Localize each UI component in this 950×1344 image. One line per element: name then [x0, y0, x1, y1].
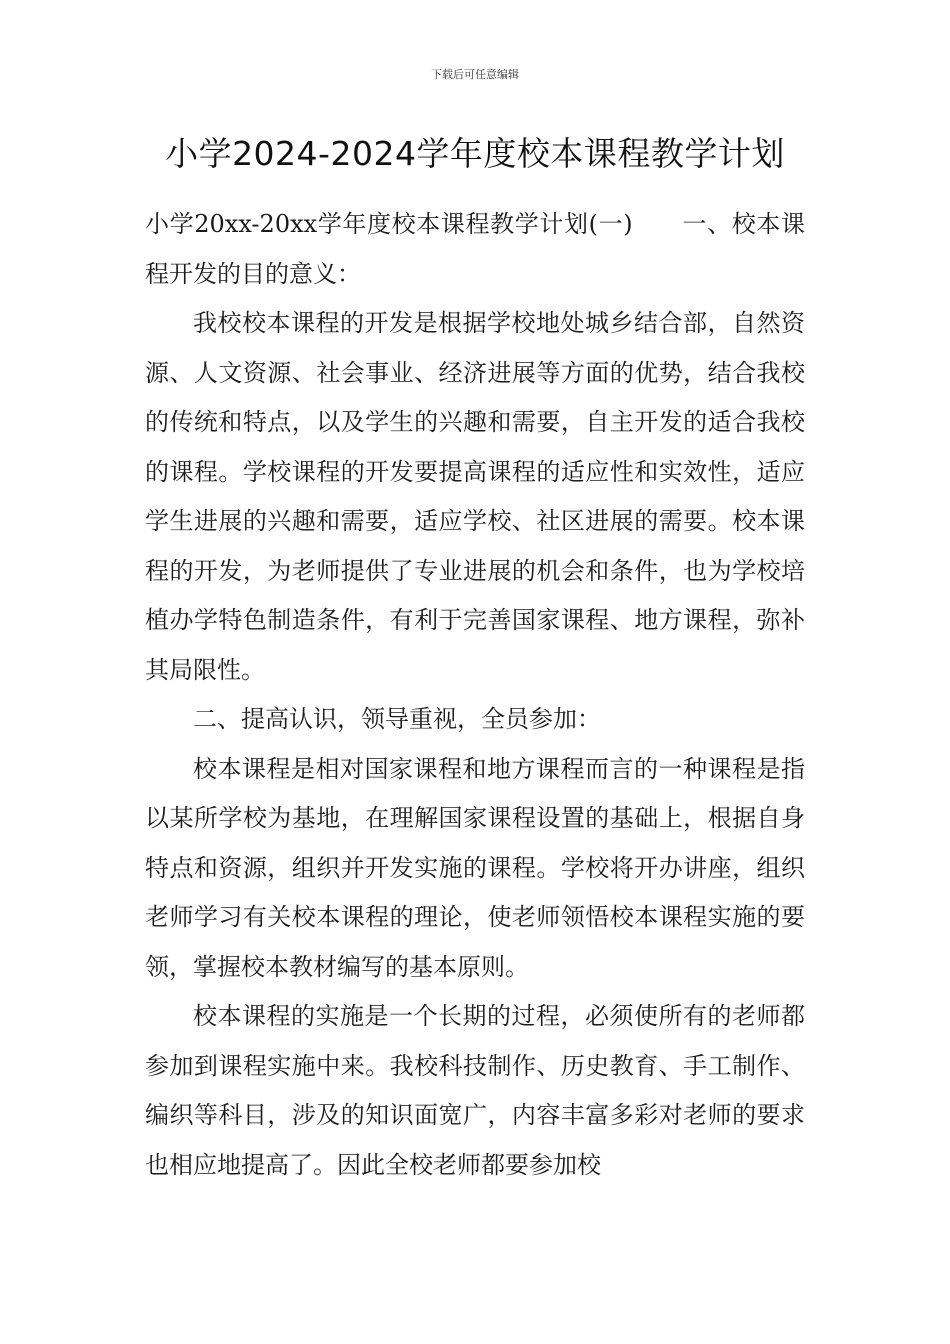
- paragraph-definition: 校本课程是相对国家课程和地方课程而言的一种课程是指以某所学校为基地，在理解国家课程设置的基础上，根据自身特点和资源，组织并开发实施的课程。学校将开办讲座，组织老师学习有关校本课程的理论，使老师领悟校本课程实施的要领，掌握校本教材编写的基本原则。: [145, 754, 805, 981]
- section-heading-2: 二、提高认识，领导重视，全员参加：: [193, 705, 601, 733]
- header-note: 下载后可任意编辑: [431, 68, 519, 81]
- paragraph-implementation: 校本课程的实施是一个长期的过程，必须使所有的老师都参加到课程实施中来。我校科技制作、历史教育、手工制作、编织等科目，涉及的知识面宽广，内容丰富多彩对老师的要求也相应地提高了。因此全校老师都要参加校: [145, 1002, 805, 1179]
- page-title: 小学2024-2024学年度校本课程教学计划: [165, 134, 785, 173]
- paragraph-intro: 小学20xx-20xx学年度校本课程教学计划(一) 一、校本课程开发的目的意义：: [145, 210, 805, 288]
- document-body: [145, 200, 805, 1190]
- paragraph-purpose: 我校校本课程的开发是根据学校地处城乡结合部，自然资源、人文资源、社会事业、经济进展等方面的优势，结合我校的传统和特点，以及学生的兴趣和需要，自主开发的适合我校的课程。学校课程的开发要提高课程的适应性和实效性，适应学生进展的兴趣和需要，适应学校、社区进展的需要。校本课程的开发，为老师提供了专业进展的机会和条件，也为学校培植办学特色制造条件，有利于完善国家课程、地方课程，弥补其局限性。: [145, 309, 805, 684]
